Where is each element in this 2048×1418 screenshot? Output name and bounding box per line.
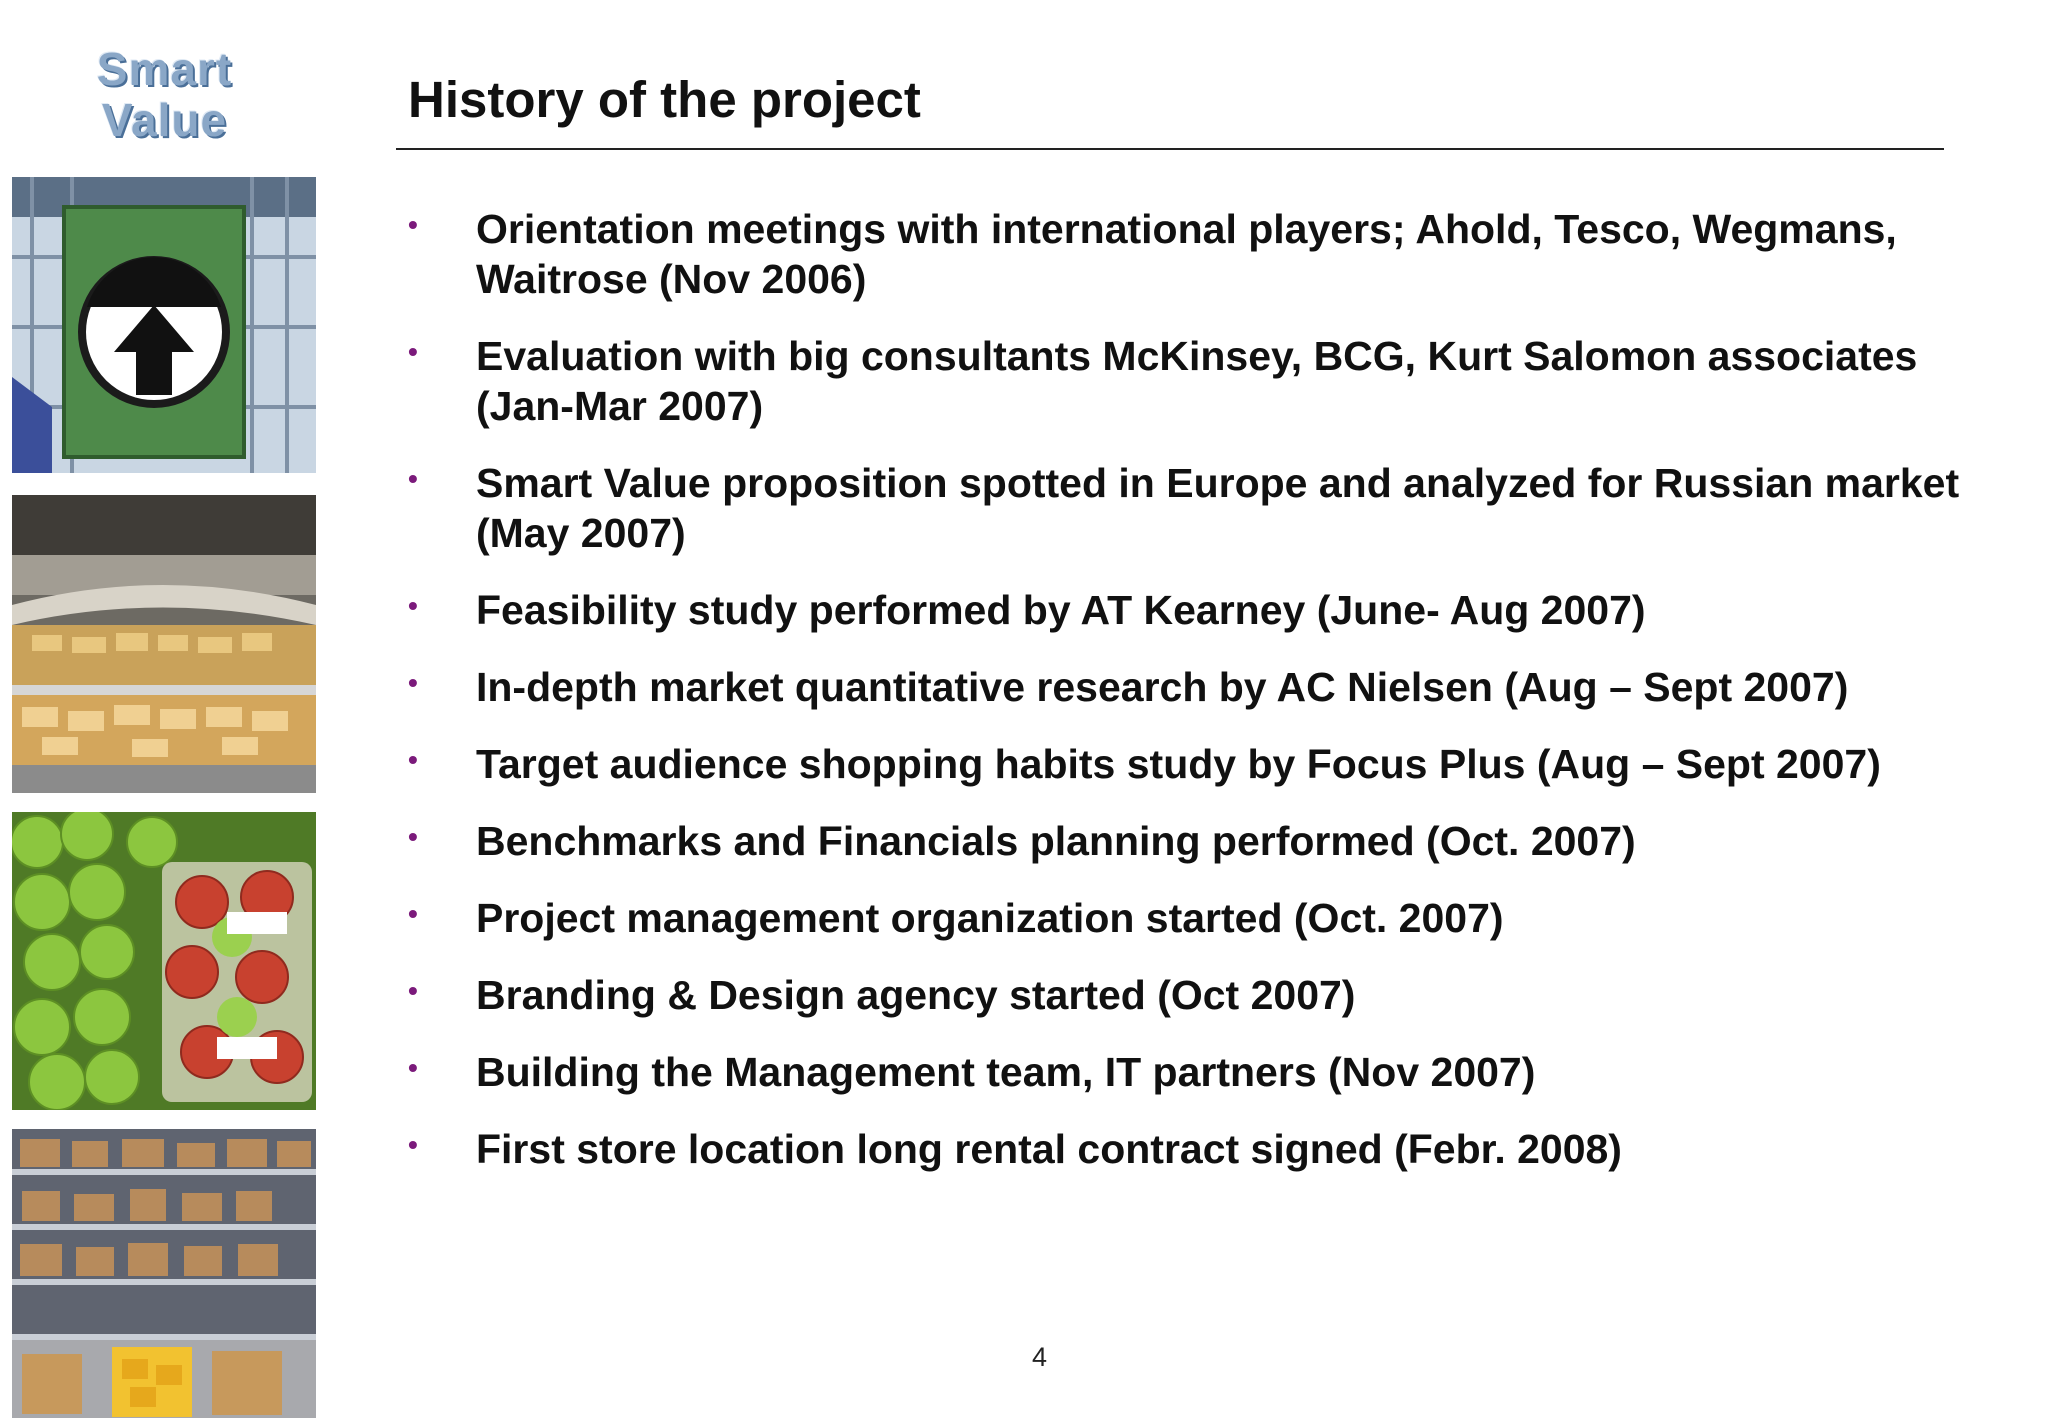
bullet-dot-icon: • — [408, 1052, 418, 1083]
bullet-item — [396, 970, 2016, 1020]
bullet-dot-icon: • — [408, 336, 418, 367]
bullet-dot-icon: • — [408, 463, 418, 494]
title-divider — [396, 148, 1944, 150]
bullet-text: Branding & Design agency started (Oct 2007) — [476, 972, 1356, 1018]
bullet-dot-icon: • — [408, 821, 418, 852]
bullet-dot-icon: • — [408, 667, 418, 698]
bullet-item — [396, 816, 2016, 866]
bullet-item — [396, 739, 2016, 789]
bullet-dot-icon: • — [408, 744, 418, 775]
bullet-dot-icon: • — [408, 898, 418, 929]
bullet-item — [396, 204, 2016, 304]
bullet-item — [396, 662, 2016, 712]
bullet-dot-icon: • — [408, 590, 418, 621]
bullet-item — [396, 458, 2016, 558]
photo-arrow-sign — [12, 177, 316, 473]
bullet-item — [396, 893, 2016, 943]
bullet-dot-icon: • — [408, 1129, 418, 1160]
bullet-text: Project management organization started (Oct. 2007) — [476, 895, 1504, 941]
bullet-text: Target audience shopping habits study by Focus Plus (Aug – Sept 2007) — [476, 741, 1881, 787]
photo-store-shelves — [12, 1129, 316, 1418]
photo-bakery-counter — [12, 495, 316, 793]
smart-value-logo — [82, 44, 247, 146]
bullet-text: Evaluation with big consultants McKinsey, BCG, Kurt Salomon associates (Jan-Mar 2007) — [476, 333, 1929, 429]
bullet-text: Benchmarks and Financials planning performed (Oct. 2007) — [476, 818, 1636, 864]
bullet-item — [396, 1047, 2016, 1097]
bullet-dot-icon: • — [408, 209, 418, 240]
bullet-text: First store location long rental contract signed (Febr. 2008) — [476, 1126, 1622, 1172]
bullet-dot-icon: • — [408, 975, 418, 1006]
bullet-item — [396, 1124, 2016, 1174]
logo-line-1: Smart — [96, 43, 233, 95]
slide-title: History of the project — [408, 71, 921, 128]
bullet-text: Smart Value proposition spotted in Europe and analyzed for Russian market (May 2007) — [476, 460, 1982, 556]
bullet-item — [396, 331, 2016, 431]
bullet-text: Orientation meetings with international players; Ahold, Tesco, Wegmans, Waitrose (Nov 2006) — [476, 206, 1909, 302]
page-number: 4 — [1032, 1342, 1048, 1372]
history-bullet-list — [396, 204, 2016, 1201]
bullet-item — [396, 585, 2016, 635]
bullet-text: In-depth market quantitative research by AC Nielsen (Aug – Sept 2007) — [476, 664, 1849, 710]
logo-line-2: Value — [101, 94, 228, 146]
photo-apples — [12, 812, 316, 1110]
bullet-text: Building the Management team, IT partners (Nov 2007) — [476, 1049, 1536, 1095]
bullet-text: Feasibility study performed by AT Kearney (June- Aug 2007) — [476, 587, 1646, 633]
